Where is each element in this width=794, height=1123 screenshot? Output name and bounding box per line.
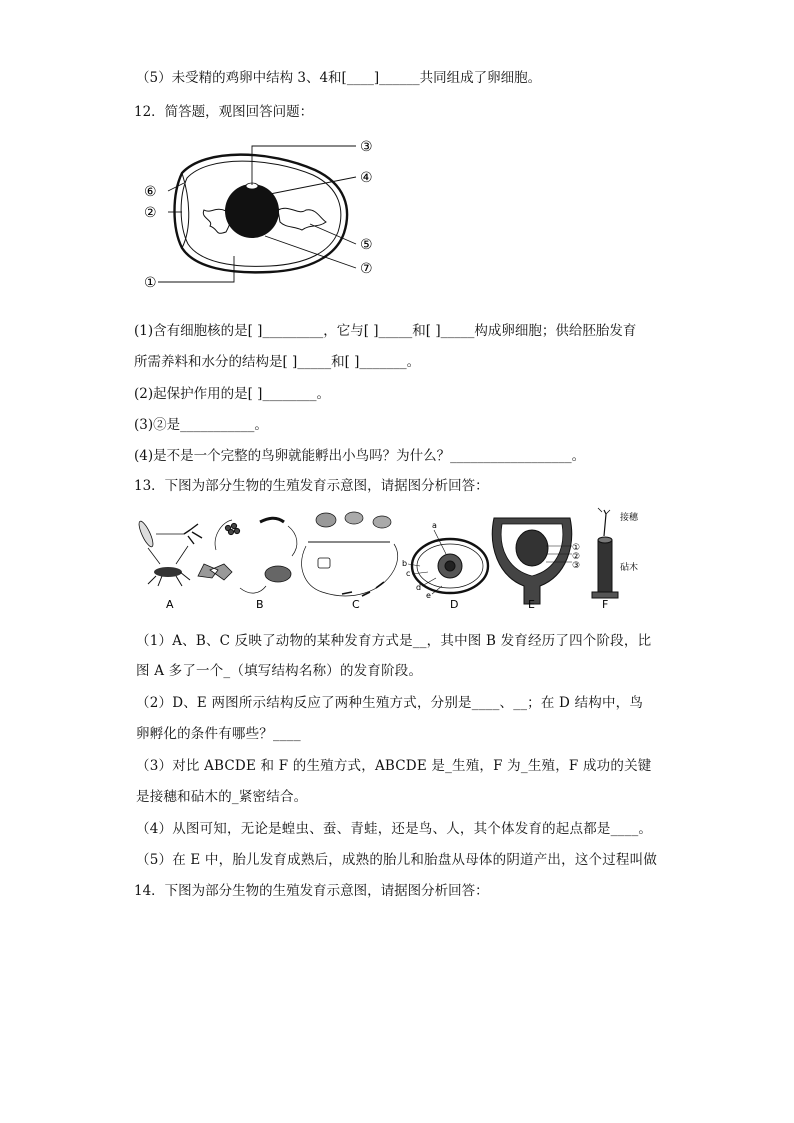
- panel-c-frog-cycle: [302, 512, 398, 596]
- q13-3-line-a: （3）对比 ABCDE 和 F 的生殖方式，ABCDE 是_生殖，F 为_生殖，F 成功的关键: [136, 758, 652, 774]
- q13-3-line-b: 是接穗和砧木的_紧密结合。: [136, 789, 308, 805]
- panel-label-c: C: [352, 598, 360, 611]
- q11-5-line: （5）未受精的鸡卵中结构 3、4和[____]______共同组成了卵细胞。: [136, 70, 542, 86]
- q12-2-line: (2)起保护作用的是[ ]________。: [134, 386, 330, 402]
- q13-2-line-b: 卵孵化的条件有哪些？____: [136, 726, 301, 742]
- f-label-stock: 砧木: [620, 563, 639, 573]
- q13-2-line-a: （2）D、E 两图所示结构反应了两种生殖方式，分别是____、__；在 D 结构中，鸟: [136, 695, 644, 711]
- q12-3-line: (3)②是___________。: [134, 417, 268, 433]
- egg-label-4: ④: [360, 170, 373, 186]
- egg-label-3: ③: [360, 139, 373, 155]
- egg-label-1: ①: [144, 275, 157, 291]
- d-letter-c: c: [406, 569, 411, 578]
- panel-label-f: F: [602, 598, 609, 611]
- panel-a-grasshopper-cycle: [136, 520, 202, 586]
- egg-label-5: ⑤: [360, 237, 373, 253]
- chalaza-right: [278, 208, 326, 230]
- e-mark-1: ①: [572, 543, 581, 553]
- q13-1-line-b: 图 A 多了一个_（填写结构名称）的发育阶段。: [136, 663, 423, 679]
- q13-5-line: （5）在 E 中，胎儿发育成熟后，成熟的胎儿和胎盘从母体的阴道产出，这个过程叫做: [136, 852, 658, 868]
- panel-label-a: A: [166, 598, 174, 611]
- panel-f-grafting: [592, 508, 618, 598]
- f-label-scion: 接穗: [620, 513, 639, 523]
- d-letter-a: a: [432, 521, 437, 530]
- q13-title: 13．下图为部分生物的生殖发育示意图，请据图分析回答：: [134, 478, 489, 494]
- q12-1-line-a: (1)含有细胞核的是[ ]_________，它与[ ]_____和[ ]_____构成卵细胞；供给胚胎发育: [134, 323, 637, 339]
- d-letter-b: b: [402, 559, 408, 568]
- panel-e-uterus-fetus: [492, 518, 572, 604]
- panel-label-b: B: [256, 598, 264, 611]
- q12-title: 12．简答题，观图回答问题：: [134, 104, 314, 120]
- egg-structure-figure: [130, 128, 390, 296]
- q13-1-line-a: （1）A、B、C 反映了动物的某种发育方式是__，其中图 B 发育经历了四个阶段，比: [136, 633, 652, 649]
- q13-4-line: （4）从图可知，无论是蝗虫、蚕、青蛙，还是鸟、人，其个体发育的起点都是____。: [136, 821, 653, 837]
- egg-label-6: ⑥: [144, 184, 157, 200]
- q12-1-line-b: 所需养料和水分的结构是[ ]_____和[ ]_______。: [134, 354, 421, 370]
- d-letter-d: d: [416, 583, 422, 592]
- q12-4-line: (4)是不是一个完整的鸟卵就能孵出小鸟吗？为什么？__________________。: [134, 448, 586, 464]
- reproduction-development-figure: [132, 506, 652, 614]
- q14-title: 14．下图为部分生物的生殖发育示意图，请据图分析回答：: [134, 883, 489, 899]
- panel-label-e: E: [528, 598, 535, 611]
- panel-label-d: D: [450, 598, 459, 611]
- egg-label-7: ⑦: [360, 261, 373, 277]
- d-letter-e: e: [426, 591, 431, 600]
- panel-b-silkworm-cycle: [198, 518, 297, 593]
- e-mark-2: ②: [572, 552, 581, 562]
- e-mark-3: ③: [572, 561, 581, 571]
- egg-label-2: ②: [144, 205, 157, 221]
- egg-yolk: [225, 184, 279, 238]
